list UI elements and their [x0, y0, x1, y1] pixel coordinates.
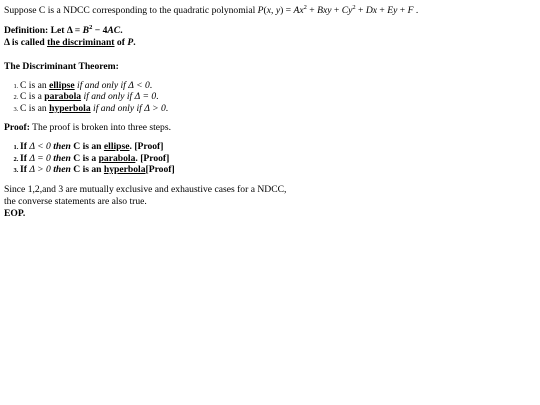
proof-link-1[interactable]: [Proof] [134, 141, 164, 153]
then-text: then [50, 141, 74, 153]
polynomial-formula: P [257, 5, 264, 16]
proof-step-3 [20, 164, 536, 176]
proof-label: Proof: [4, 122, 30, 134]
definition-block [4, 25, 536, 49]
discriminant-term-link[interactable]: the discriminant [47, 36, 115, 48]
proof-intro [4, 122, 536, 134]
theorem-title: The Discriminant Theorem: [4, 60, 119, 72]
condition-formula: Δ < 0 [128, 79, 150, 91]
theorem-item-parabola [20, 91, 536, 103]
step-formula: Δ < 0 [29, 141, 51, 153]
polynomial-formula-body: (x, $y) = Ax^2$ + Bxy + $Cy^2 + Dx + Ey + F$ [263, 4, 414, 16]
proof-text: The proof is broken into three steps. [29, 122, 171, 134]
step-sep: . [135, 152, 141, 164]
step-formula: Δ > 0 [29, 164, 51, 176]
step-text: C is an [73, 164, 104, 176]
iff-text: if and only if [90, 102, 145, 114]
step-formula: Δ = 0 [29, 152, 51, 164]
definition-line-1 [4, 25, 536, 37]
iff-text: if and only if [74, 79, 129, 91]
if-text: If [20, 141, 30, 153]
definition-let-text: Let [48, 24, 67, 36]
discriminant-formula: $\Delta = B^2 - 4AC$ [66, 23, 121, 36]
iff-text: if and only if [81, 91, 135, 103]
definition-line1-end: . [120, 24, 123, 36]
parabola-link[interactable]: parabola [98, 152, 136, 164]
item-end: . [156, 91, 159, 103]
closing-paragraph [4, 184, 536, 220]
condition-formula: Δ > 0 [144, 102, 166, 114]
ellipse-link[interactable]: ellipse [103, 141, 130, 153]
closing-line-2: the converse statements are also true. [4, 195, 147, 207]
item-end: . [165, 102, 169, 114]
theorem-item-ellipse [20, 80, 536, 92]
step-text: C is an [73, 141, 104, 153]
proof-step-2 [20, 153, 536, 165]
theorem-item-text: C is an [20, 79, 50, 91]
proof-link-3[interactable]: [Proof] [145, 164, 175, 176]
ellipse-link[interactable]: ellipse [49, 79, 75, 91]
parabola-link[interactable]: parabola [44, 91, 82, 103]
closing-line-1: Since 1,2,and 3 are mutually exclusive and exhaustive cases for a NDCC, [4, 183, 287, 195]
delta-symbol: Δ [4, 36, 10, 48]
if-text: If [20, 152, 30, 164]
step-text: C is a [73, 152, 99, 164]
proof-step-1 [20, 141, 536, 153]
theorem-item-text: C is an [20, 102, 50, 114]
theorem-list [4, 80, 536, 115]
hyperbola-link[interactable]: hyperbola [49, 102, 91, 114]
eop-marker: EOP. [4, 207, 26, 219]
step-sep: . [129, 141, 135, 153]
polynomial-p: P [127, 36, 134, 48]
intro-paragraph [4, 5, 536, 17]
item-end: . [149, 79, 153, 91]
condition-formula: Δ = 0 [134, 91, 157, 103]
if-text: If [20, 164, 30, 176]
definition-line-2 [4, 37, 536, 49]
proof-link-2[interactable]: [Proof] [140, 152, 170, 164]
theorem-item-text: C is a [20, 91, 45, 103]
definition-called-text: is called [9, 36, 48, 48]
theorem-item-hyperbola [20, 103, 536, 115]
intro-prefix: Suppose C is a NDCC corresponding to the quadratic polynomial [4, 5, 258, 16]
proof-steps-list [4, 141, 536, 176]
then-text: then [50, 152, 74, 164]
hyperbola-link[interactable]: hyperbola [103, 164, 146, 176]
definition-line2-end: . [133, 36, 136, 48]
definition-of-text: of [114, 36, 128, 48]
definition-label: Definition: [4, 24, 49, 36]
then-text: then [50, 164, 74, 176]
intro-suffix: . [413, 5, 419, 16]
